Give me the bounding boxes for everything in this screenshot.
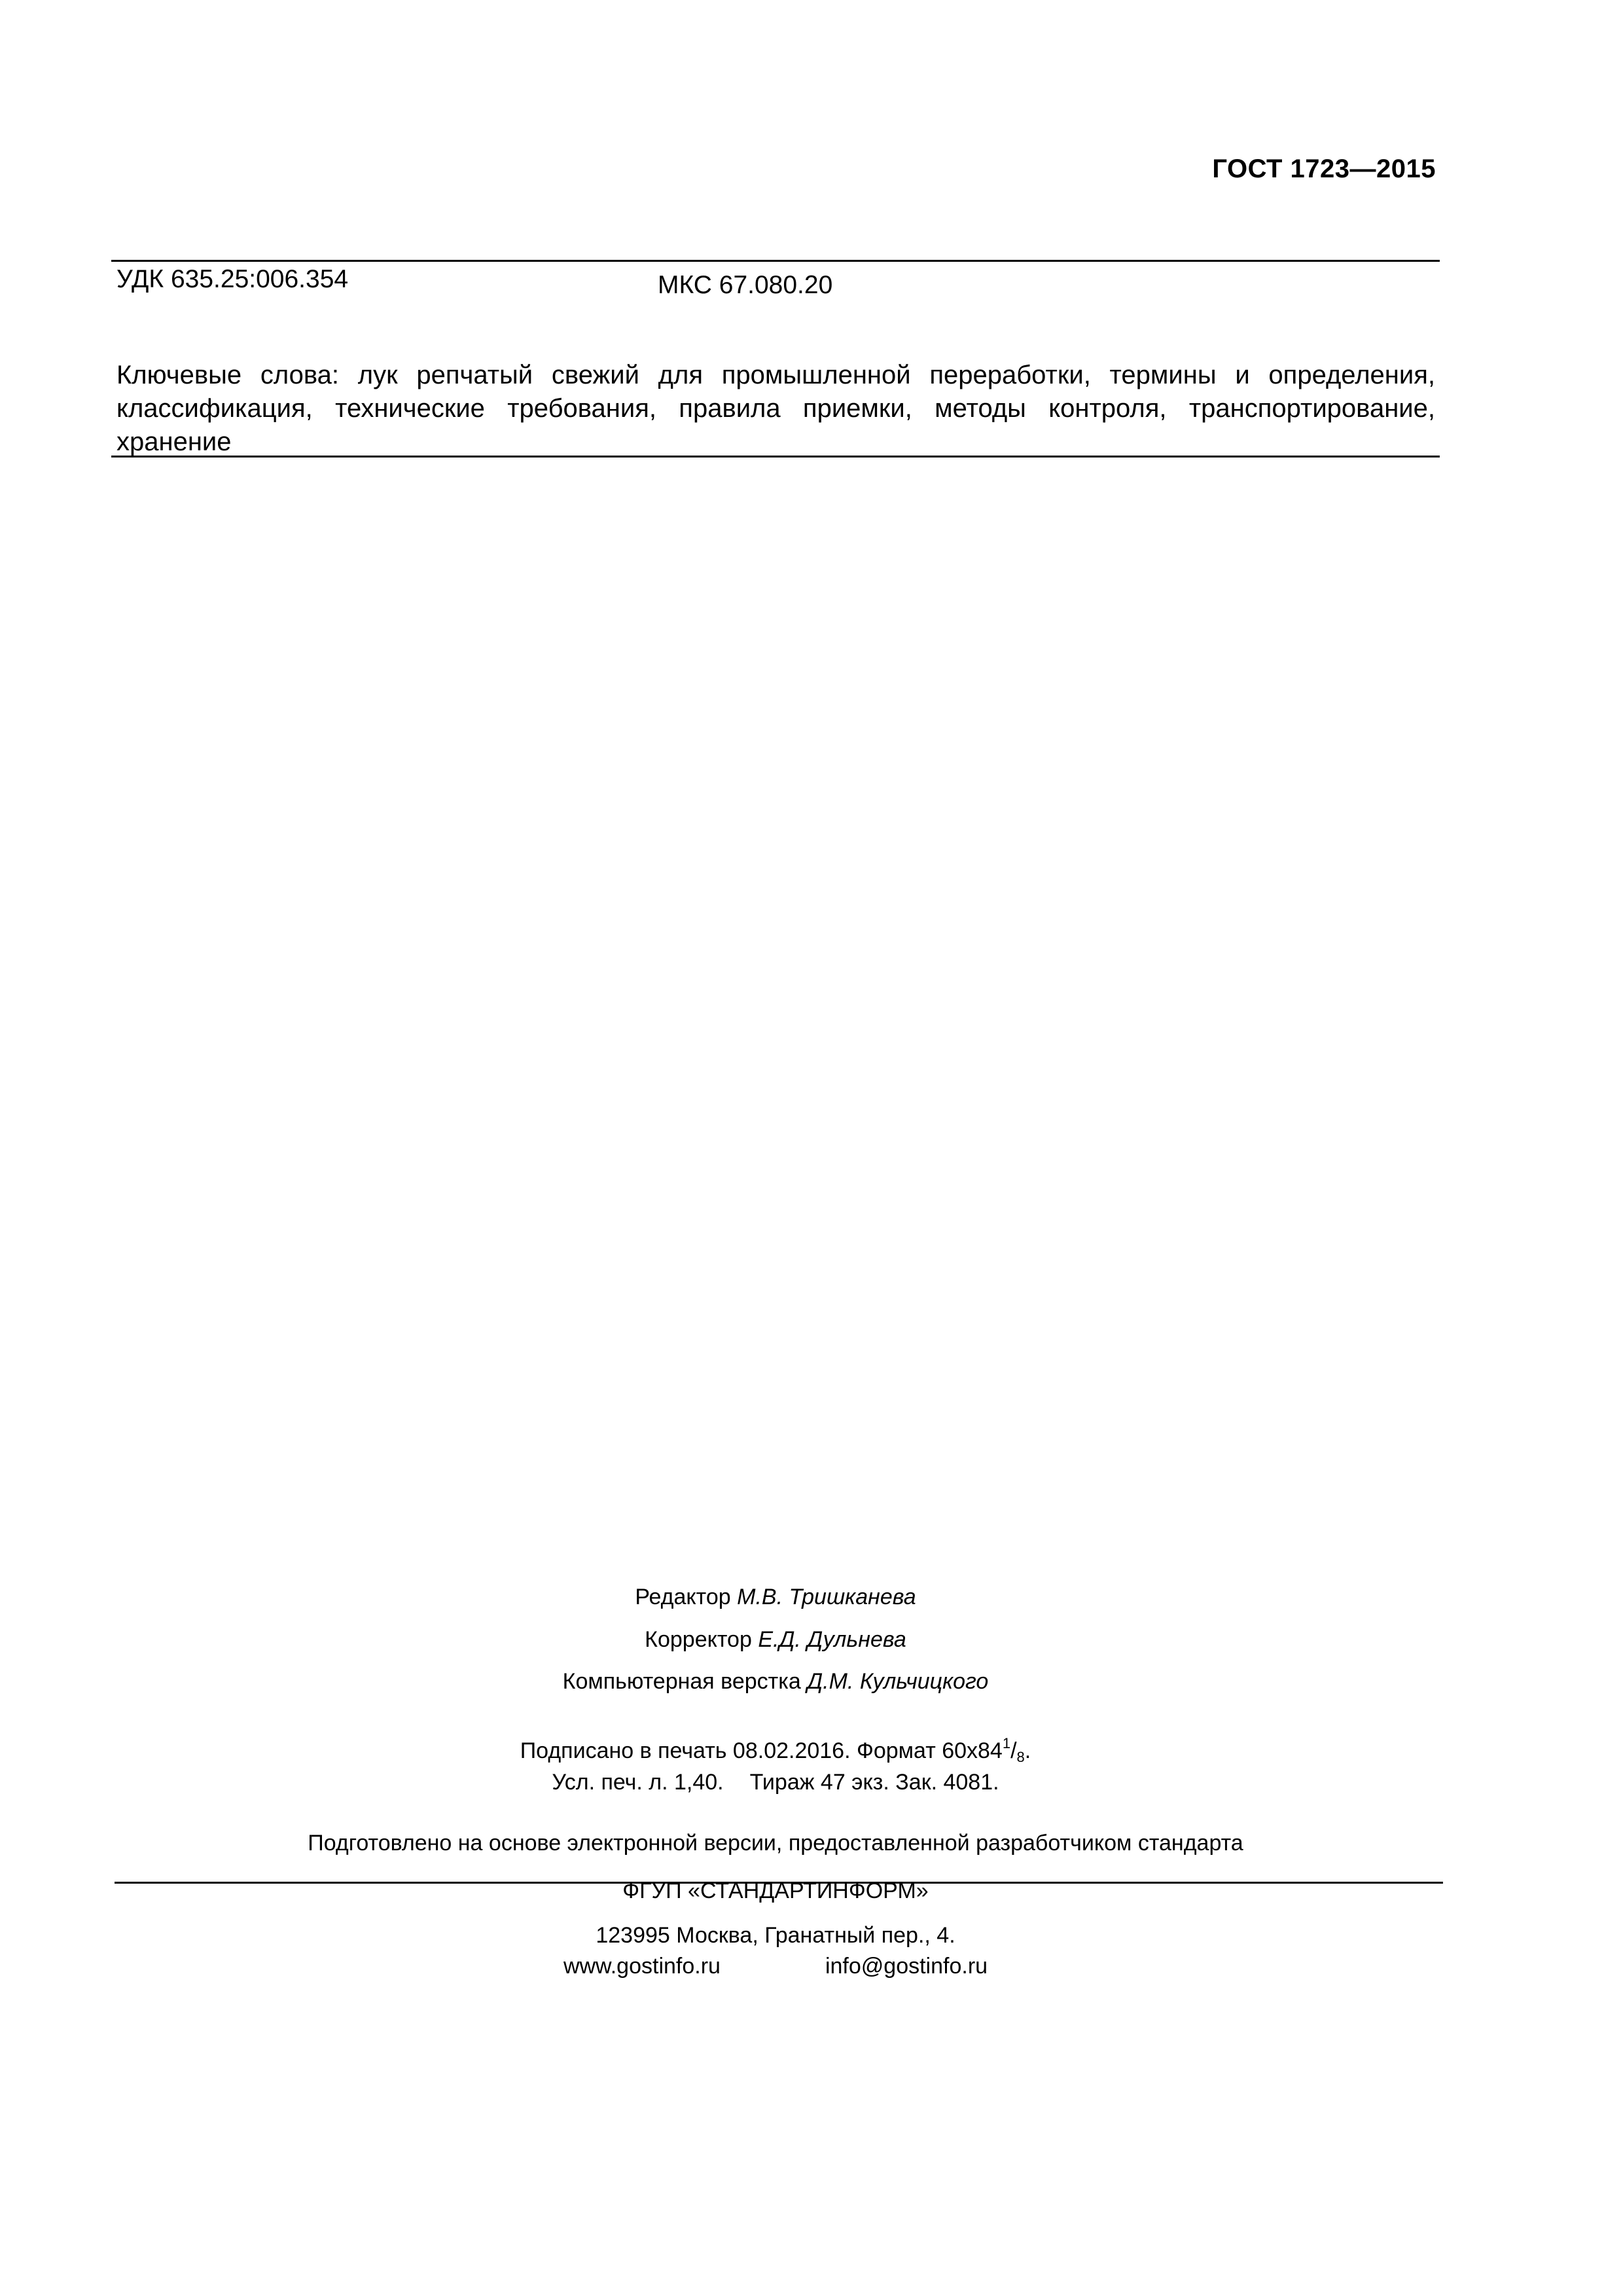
- format-superscript: 1: [1002, 1735, 1011, 1751]
- document-number: ГОСТ 1723—2015: [1212, 154, 1436, 183]
- layout-name: Д.М. Кульчицкого: [807, 1669, 989, 1694]
- editor-line: [111, 1585, 1440, 1610]
- publisher-name: ФГУП «СТАНДАРТИНФОРМ»: [622, 1878, 929, 1903]
- signed-text: Подписано в печать 08.02.2016. Формат 60x84: [520, 1738, 1003, 1763]
- email-link[interactable]: info@gostinfo.ru: [825, 1954, 988, 1979]
- mks-code: МКС 67.080.20: [658, 271, 833, 299]
- print-details-line: [111, 1770, 1440, 1795]
- publisher-address: 123995 Москва, Гранатный пер., 4.: [596, 1923, 955, 1948]
- print-sheets: Усл. печ. л. 1,40.: [552, 1770, 724, 1795]
- format-end: .: [1024, 1738, 1031, 1763]
- editor-name: М.В. Тришканева: [737, 1585, 916, 1609]
- prepared-note: Подготовлено на основе электронной версии, предоставленной разработчиком стандарта: [308, 1831, 1243, 1856]
- website-link[interactable]: www.gostinfo.ru: [563, 1954, 721, 1979]
- keywords-divider: [111, 456, 1440, 457]
- udk-code: УДК 635.25:006.354: [116, 265, 349, 293]
- editor-label: Редактор: [635, 1585, 731, 1609]
- corrector-label: Корректор: [645, 1627, 752, 1652]
- signed-line: [111, 1735, 1440, 1765]
- layout-line: [111, 1669, 1440, 1695]
- format-subscript: 8: [1016, 1749, 1025, 1765]
- contact-line: [111, 1954, 1440, 1979]
- format-separator: /: [1010, 1738, 1017, 1763]
- corrector-name: Е.Д. Дульнева: [758, 1627, 906, 1652]
- keywords-paragraph: Ключевые слова: лук репчатый свежий для промышленной переработки, термины и определения, классификация, технические требования, правила приемки, методы контроля, транспортирование, хранение: [116, 361, 1435, 456]
- circulation: Тираж 47 экз. Зак. 4081.: [749, 1770, 999, 1795]
- layout-label: Компьютерная верстка: [562, 1669, 801, 1694]
- corrector-line: [111, 1627, 1440, 1653]
- top-divider: [111, 260, 1440, 262]
